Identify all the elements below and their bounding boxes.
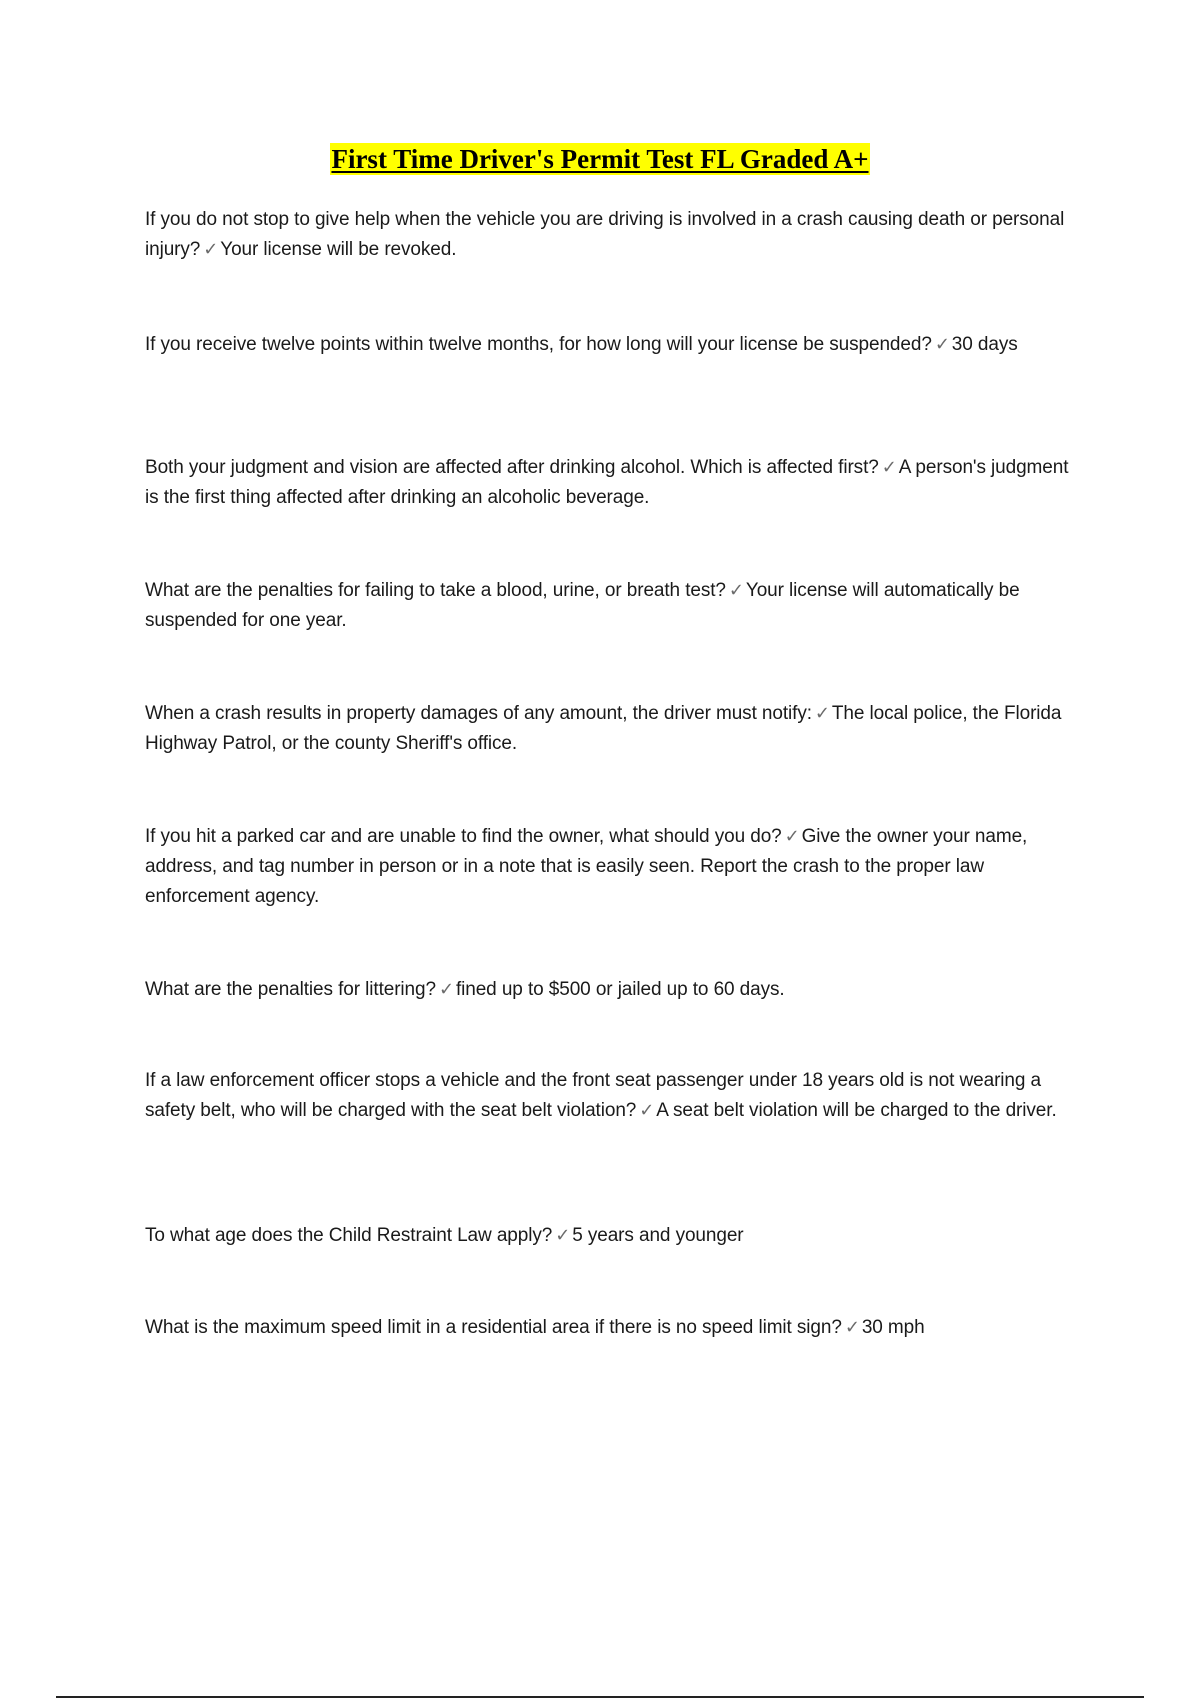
- answer-text: 5 years and younger: [572, 1225, 744, 1246]
- answer-text: Your license will automatically be suspended for one year.: [145, 580, 1020, 631]
- question-text: Both your judgment and vision are affected after drinking alcohol. Which is affected first?: [145, 457, 879, 478]
- answer-text: The local police, the Florida Highway Patrol, or the county Sheriff's office.: [145, 703, 1062, 754]
- check-mark-icon: ✓: [438, 979, 454, 1000]
- qa-item-7: [145, 975, 1085, 1005]
- qa-item-9: [145, 1221, 1085, 1251]
- question-text: To what age does the Child Restraint Law apply?: [145, 1225, 553, 1246]
- check-mark-icon: ✓: [784, 826, 800, 847]
- question-text: What are the penalties for littering?: [145, 979, 436, 1000]
- footer-divider: [56, 1696, 1144, 1698]
- qa-item-6: [145, 822, 1085, 912]
- question-text: When a crash results in property damages of any amount, the driver must notify:: [145, 703, 812, 724]
- question-text: If a law enforcement officer stops a vehicle and the front seat passenger under 18 years old is not wearing a safety belt, who will be charged with the seat belt violation?: [145, 1070, 1041, 1121]
- answer-text: Your license will be revoked.: [220, 239, 457, 260]
- qa-item-1: [145, 205, 1085, 265]
- check-mark-icon: ✓: [814, 703, 830, 724]
- document-title: First Time Driver's Permit Test FL Graded A+: [331, 144, 869, 174]
- answer-text: 30 days: [951, 334, 1018, 355]
- title-container: [0, 143, 1200, 175]
- question-text: What is the maximum speed limit in a residential area if there is no speed limit sign?: [145, 1317, 842, 1338]
- check-mark-icon: ✓: [555, 1225, 571, 1246]
- check-mark-icon: ✓: [728, 580, 744, 601]
- check-mark-icon: ✓: [844, 1317, 860, 1338]
- question-text: If you receive twelve points within twelve months, for how long will your license be suspended?: [145, 334, 932, 355]
- answer-text: A person's judgment is the first thing affected after drinking an alcoholic beverage.: [145, 457, 1069, 508]
- qa-item-5: [145, 699, 1085, 759]
- check-mark-icon: ✓: [881, 457, 897, 478]
- qa-item-2: [145, 330, 1085, 360]
- qa-item-8: [145, 1066, 1085, 1126]
- question-text: If you hit a parked car and are unable to find the owner, what should you do?: [145, 826, 782, 847]
- check-mark-icon: ✓: [203, 239, 219, 260]
- answer-text: Give the owner your name, address, and tag number in person or in a note that is easily seen. Report the crash to the proper law enforcement agency.: [145, 826, 1028, 907]
- qa-item-4: [145, 576, 1085, 636]
- qa-item-10: [145, 1313, 1085, 1343]
- qa-item-3: [145, 453, 1085, 513]
- answer-text: 30 mph: [861, 1317, 925, 1338]
- check-mark-icon: ✓: [639, 1100, 655, 1121]
- question-text: What are the penalties for failing to take a blood, urine, or breath test?: [145, 580, 726, 601]
- check-mark-icon: ✓: [934, 334, 950, 355]
- answer-text: fined up to $500 or jailed up to 60 days.: [455, 979, 785, 1000]
- answer-text: A seat belt violation will be charged to the driver.: [656, 1100, 1057, 1121]
- question-text: If you do not stop to give help when the vehicle you are driving is involved in a crash causing death or personal injury?: [145, 209, 1065, 260]
